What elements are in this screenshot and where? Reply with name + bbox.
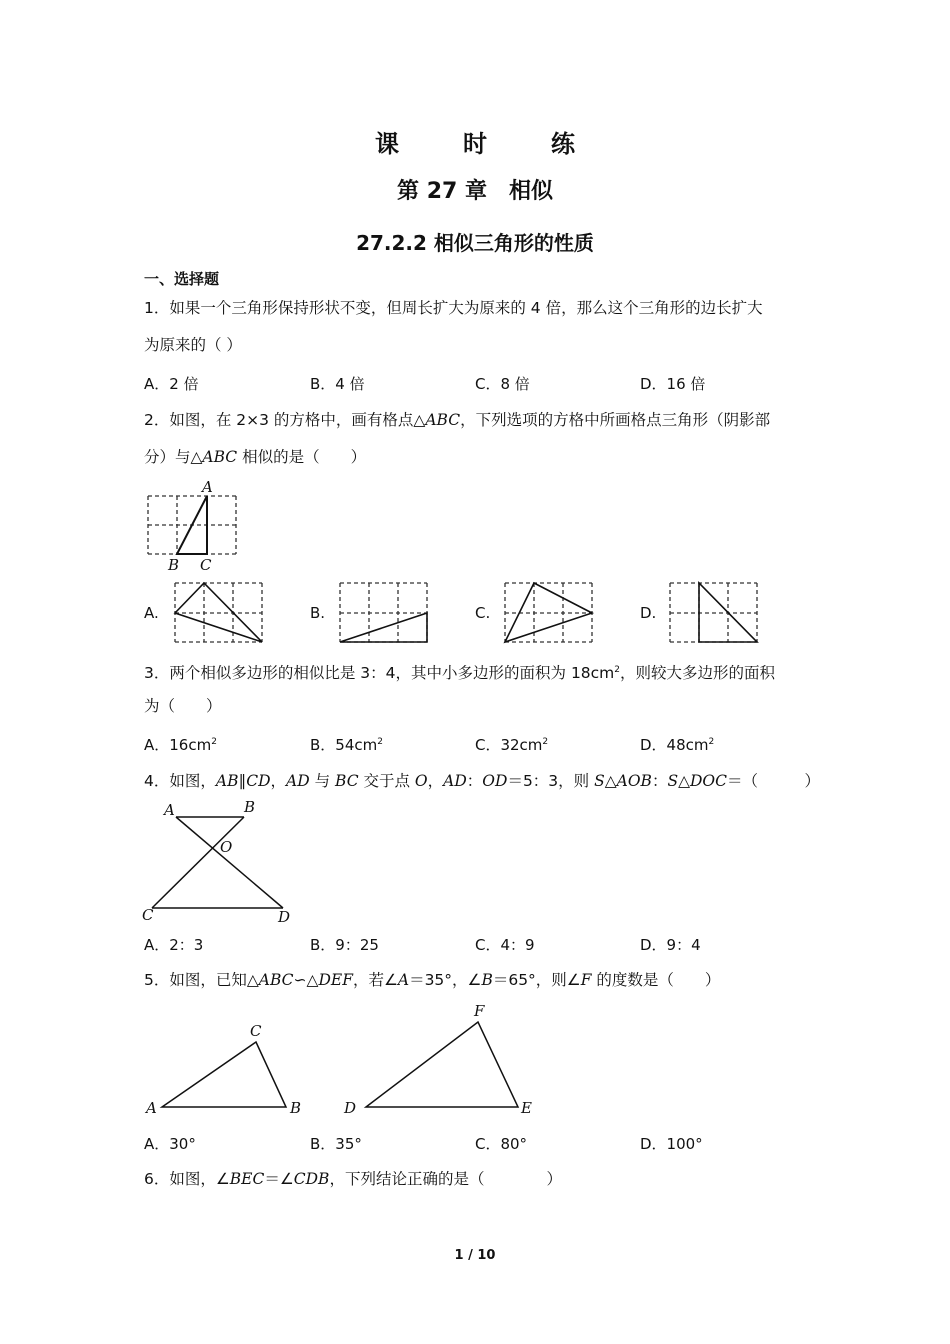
label-b: B <box>244 798 256 816</box>
worksheet-title: 课 时 练 <box>375 130 595 158</box>
q5-figure <box>140 1000 540 1120</box>
label-b: B <box>290 1099 302 1117</box>
q3-option-a: A．$16cm^2$ <box>144 736 217 754</box>
q4-option-a: A．2：3 <box>144 936 204 954</box>
q3-option-b: B．$54cm^2$ <box>310 736 383 754</box>
page-number: 1 / 10 <box>454 1248 496 1263</box>
q2-option-d-figure <box>667 580 763 646</box>
q1-line2: 为原来的（ ） <box>144 336 242 354</box>
triangle-def <box>366 1022 518 1107</box>
label-e: E <box>521 1099 532 1117</box>
q4-line1: 4．如图，AB∥CD，AD 与 BC 交于点 O，AD：OD＝5：3，则 S△AOB：S△DOC＝（ ） <box>144 772 821 790</box>
q5-option-a: A．30° <box>144 1135 196 1153</box>
q2-figure <box>140 478 250 574</box>
q2-option-a-label: A. <box>144 604 159 622</box>
q2-option-c-figure <box>502 580 598 646</box>
q4-option-d: D．9：4 <box>640 936 701 954</box>
label-a: A <box>146 1099 157 1117</box>
label-c: C <box>250 1022 262 1040</box>
q2-option-b-label: B. <box>310 604 326 622</box>
label-b: B <box>168 556 180 574</box>
q1-option-a: A．2 倍 <box>144 375 199 393</box>
q2-option-c-label: C. <box>475 604 491 622</box>
q2-option-d-label: D. <box>640 604 657 622</box>
q2-line1: 2．如图，在 2×3 的方格中，画有格点△ABC，下列选项的方格中所画格点三角形（阴影部 <box>144 411 771 429</box>
q3-line2: 为（ ） <box>144 697 222 715</box>
chapter-title: 第 27 章 相似 <box>397 179 553 204</box>
q4-option-c: C．4：9 <box>475 936 535 954</box>
lesson-title: 27.2.2 相似三角形的性质 <box>356 231 594 255</box>
q1-line1: 1．如果一个三角形保持形状不变，但周长扩大为原来的 4 倍，那么这个三角形的边长扩大 <box>144 299 763 317</box>
section-heading: 一、选择题 <box>144 270 220 288</box>
q4-figure <box>138 796 298 924</box>
triangle-abc <box>162 1042 286 1107</box>
q4-option-b: B．9：25 <box>310 936 379 954</box>
q2-line2: 分）与△ABC 相似的是（ ） <box>144 448 367 466</box>
q2-option-b-figure <box>337 580 433 646</box>
q5-option-b: B．35° <box>310 1135 362 1153</box>
q1-option-d: D．16 倍 <box>640 375 706 393</box>
q3-option-c: C．$32cm^2$ <box>475 736 549 754</box>
label-d: D <box>278 908 291 924</box>
q5-option-c: C．80° <box>475 1135 528 1153</box>
q3-line1: 3．两个相似多边形的相似比是 3：4，其中小多边形的面积为 $18cm^2$，则较大多边形的面积 <box>144 664 776 683</box>
triangle-abc <box>177 496 207 554</box>
q1-option-b: B．4 倍 <box>310 375 365 393</box>
q3-option-d: D．$48cm^2$ <box>640 736 715 754</box>
label-d: D <box>344 1099 357 1117</box>
q6-line1: 6．如图，∠BEC＝∠CDB，下列结论正确的是（ ） <box>144 1170 562 1188</box>
q5-line1: 5．如图，已知△ABC∽△DEF，若∠A＝35°，∠B＝65°，则∠F 的度数是（ ） <box>144 971 721 989</box>
label-c: C <box>200 556 212 574</box>
label-c: C <box>142 906 154 924</box>
q2-option-a-figure <box>172 580 268 646</box>
q5-option-d: D．100° <box>640 1135 703 1153</box>
label-a: A <box>164 801 175 819</box>
label-f: F <box>474 1002 485 1020</box>
q1-option-c: C．8 倍 <box>475 375 530 393</box>
label-a: A <box>202 478 213 496</box>
label-o: O <box>220 838 233 856</box>
